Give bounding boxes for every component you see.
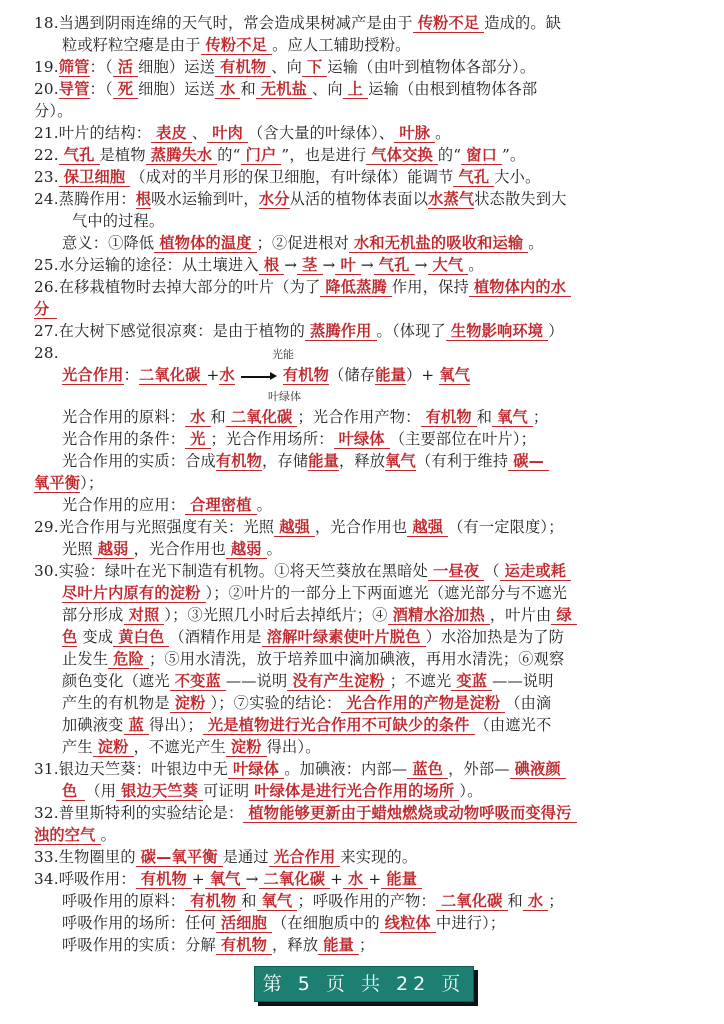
answer-blank: 叶绿体 — [334, 430, 390, 449]
text: 和 — [240, 80, 256, 98]
item-number: 18. — [34, 14, 59, 32]
text: 、 — [191, 124, 208, 142]
answer-blank: 合理密植 — [185, 496, 257, 515]
answer-blank: 越弱 — [226, 540, 267, 559]
text: ）； — [80, 474, 104, 492]
text: 光合作用的应用： — [62, 496, 186, 514]
answer-blank: 无机盐 — [256, 80, 312, 99]
answer-blank: 对照 — [124, 606, 165, 625]
text: 颜色变化（遮光 — [62, 672, 170, 690]
item-30-line-9 — [62, 736, 321, 758]
text: ；呼吸作用的产物： — [297, 892, 436, 910]
text: 光合作用与光照强度有关：光照 — [58, 518, 275, 536]
answer-blank: 氧气 — [439, 366, 471, 384]
item-24-line-1 — [34, 188, 567, 210]
equation-condition-light: 光能 — [272, 348, 294, 361]
item-number: 22. — [34, 146, 59, 164]
answer-blank: 活 — [113, 58, 138, 77]
text: + — [206, 366, 220, 384]
answer-blank: 分 — [34, 300, 57, 319]
text: 光合作用的条件： — [62, 430, 186, 448]
text: ；不遮光 — [389, 672, 452, 690]
answer-blank: 水 — [219, 366, 235, 384]
text: ；⑤用水清洗，放于培养皿中滴加碘液，再用水清洗；⑥观察 — [148, 650, 565, 668]
item-28-row-1 — [62, 406, 548, 428]
item-18-line-2 — [62, 34, 411, 56]
text: 实验：绿叶在光下制造有机物。①将天竺葵放在黑暗处 — [58, 562, 429, 580]
answer-blank: 传粉不足 — [413, 14, 485, 33]
answer-blank: 水 — [343, 870, 368, 889]
answer-blank: 运走或耗 — [500, 562, 572, 581]
answer-blank: 死 — [113, 80, 138, 99]
answer-blank: 碳— — [508, 452, 549, 471]
text: 止发生 — [62, 650, 109, 668]
text: ”。 — [502, 146, 526, 164]
text: 。 — [528, 234, 544, 252]
item-31-line-1 — [34, 758, 566, 780]
answer-blank: 有机物 — [215, 452, 263, 470]
answer-blank: 上 — [343, 80, 368, 99]
item-31-line-2 — [62, 780, 483, 802]
answer-blank: 蓝 — [124, 716, 149, 735]
text: 意义：①降低 — [62, 234, 155, 252]
text: 运输（由叶到植物体各部分）。 — [327, 58, 536, 76]
answer-blank: 淀粉 — [226, 738, 267, 757]
answer-blank: 下 — [302, 58, 327, 77]
text: 呼吸作用的实质：分解 — [62, 936, 216, 954]
item-28-number — [34, 342, 59, 364]
item-number: 29. — [34, 518, 59, 536]
text: 气中的过程。 — [72, 212, 165, 230]
item-34-row-3 — [62, 934, 374, 956]
text: 的“ — [437, 146, 462, 164]
reaction-arrow-icon — [241, 371, 277, 381]
item-33 — [34, 846, 417, 868]
text: （用 — [85, 782, 117, 800]
item-28-row-4 — [62, 494, 272, 516]
text: 光合作用的实质：合成 — [62, 452, 216, 470]
text: 叶片的结构： — [58, 124, 152, 142]
answer-blank: 淀粉 — [170, 694, 211, 713]
answer-blank: 有机物 — [136, 870, 192, 889]
item-number: 24. — [34, 190, 59, 208]
text: （储存 — [329, 366, 376, 384]
answer-blank: 黄白色 — [113, 628, 169, 647]
answer-blank: 尽叶片内原有的淀粉 — [62, 584, 206, 603]
answer-blank: 植物体内的水 — [469, 278, 571, 297]
answer-blank: 不变蓝 — [170, 672, 226, 691]
text: ；②促进根对 — [256, 234, 349, 252]
answer-blank: 越弱 — [93, 540, 134, 559]
answer-blank: 生物影响环境 — [446, 322, 548, 341]
answer-blank: 有机物 — [215, 58, 271, 77]
text: 加碘液变 — [62, 716, 124, 734]
answer-blank: 气孔 — [453, 168, 494, 187]
item-22 — [34, 144, 525, 166]
item-26-line-2 — [34, 298, 57, 320]
text: ；光合作用场所： — [210, 430, 334, 448]
answer-blank: 变蓝 — [451, 672, 492, 691]
item-28-row-3-cont — [34, 472, 103, 494]
text: ）+ — [405, 366, 435, 384]
answer-blank: 碘液颜 — [510, 760, 566, 779]
photosynthesis-equation — [62, 364, 470, 386]
text: （有一定限度）； — [448, 518, 564, 536]
text: ，存储 — [262, 452, 309, 470]
item-30-line-8 — [62, 714, 551, 736]
arrow-icon: → — [414, 256, 428, 274]
answer-blank: 一昼夜 — [428, 562, 484, 581]
text: 当遇到阴雨连绵的天气时，常会造成果树减产是由于 — [58, 14, 413, 32]
text: ： — [123, 366, 139, 384]
item-number: 32. — [34, 804, 59, 822]
arrow-icon: → — [360, 256, 374, 274]
text: 。应人工辅助授粉。 — [272, 36, 411, 54]
answer-blank: 气体交换 — [366, 146, 438, 165]
answer-blank: 水蒸气 — [428, 190, 475, 208]
text: 得出）； — [148, 716, 203, 734]
text: 大小。 — [494, 168, 541, 186]
text: + — [330, 870, 344, 888]
answer-blank: 氧气 — [205, 870, 246, 889]
item-29-line-2 — [62, 538, 282, 560]
text: 蒸腾作用： — [58, 190, 136, 208]
answer-blank: 光合作用 — [62, 366, 124, 384]
text: 。 — [468, 256, 484, 274]
item-27 — [34, 320, 564, 342]
text: + — [191, 870, 205, 888]
text: ；光合作用产物： — [297, 408, 421, 426]
text: ； — [359, 936, 375, 954]
answer-blank: 有机物 — [421, 408, 477, 427]
text: 。 — [435, 124, 451, 142]
text: 的“ — [217, 146, 241, 164]
item-34-row-2 — [62, 912, 505, 934]
item-number: 26. — [34, 278, 59, 296]
answer-blank: 水分 — [258, 190, 290, 208]
answer-blank: 线粒体 — [380, 914, 436, 933]
text: 粒或籽粒空瘪是由于 — [62, 36, 201, 54]
text: 在大树下感觉很凉爽：是由于植物的 — [58, 322, 305, 340]
answer-blank: 叶肉 — [207, 124, 248, 143]
item-34-row-1 — [62, 890, 564, 912]
text: 光合作用的原料： — [62, 408, 186, 426]
item-23 — [34, 166, 540, 188]
text: ，不遮光产生 — [133, 738, 226, 756]
item-30-line-6 — [62, 670, 554, 692]
text: 普里斯特利的实验结论是： — [58, 804, 244, 822]
item-number: 31. — [34, 760, 59, 778]
answer-blank: 水和无机盐的吸收和运输 — [349, 234, 528, 253]
text: ：（ — [89, 80, 113, 98]
text: ，叶片由 — [489, 606, 552, 624]
answer-blank: 能量 — [381, 870, 422, 889]
text: 来实现的。 — [340, 848, 418, 866]
item-19 — [34, 56, 535, 78]
text: ——说明 — [492, 672, 554, 690]
item-number: 21. — [34, 124, 59, 142]
text: 。 — [266, 540, 283, 558]
item-20-line-2 — [34, 100, 73, 122]
text: （在细胞质中的 — [272, 914, 380, 932]
answer-blank: 能量 — [308, 452, 339, 470]
text: ，外部— — [448, 760, 510, 778]
answer-blank: 保卫细胞 — [59, 168, 131, 187]
answer-blank: 氧气 — [385, 452, 416, 470]
text: 产生 — [62, 738, 93, 756]
text: 和 — [476, 408, 493, 426]
text: （主要部位在叶片）； — [389, 430, 537, 448]
item-28-row-3 — [62, 450, 549, 472]
answer-blank: 导管 — [58, 80, 90, 98]
answer-blank: 有机物 — [282, 366, 330, 384]
text: 可证明 — [203, 782, 250, 800]
text: 中进行）； — [435, 914, 506, 932]
answer-blank: 叶绿体 — [228, 760, 284, 779]
answer-blank: 气孔 — [374, 256, 415, 275]
answer-blank: 氧平衡 — [34, 474, 81, 492]
arrow-icon: → — [284, 256, 298, 274]
answer-blank: 溶解叶绿素使叶片脱色 — [262, 628, 426, 647]
text: 分）。 — [34, 102, 73, 120]
answer-blank: 银边天竺葵 — [116, 782, 203, 801]
text: 。（体现了 — [376, 322, 446, 340]
text: 状态散失到大 — [474, 190, 567, 208]
text: 造成的。缺 — [484, 14, 562, 32]
text: 细胞）运送 — [138, 80, 216, 98]
answer-blank: 植物体的温度 — [154, 234, 256, 253]
text: ，释放 — [272, 936, 319, 954]
text: 呼吸作用的原料： — [62, 892, 186, 910]
text: （酒精作用是 — [169, 628, 262, 646]
item-30-line-5 — [62, 648, 564, 670]
answer-blank: 大气 — [428, 256, 469, 275]
answer-blank: 表皮 — [151, 124, 192, 143]
text: ） — [548, 322, 564, 340]
text: ：（ — [89, 58, 113, 76]
text: （含大量的叶绿体）、 — [248, 124, 395, 142]
answer-blank: 叶 — [335, 256, 360, 275]
text: 运输（由根到植物体各部 — [368, 80, 538, 98]
item-20-line-1 — [34, 78, 537, 100]
item-32-line-1 — [34, 802, 577, 824]
text: 是通过 — [222, 848, 269, 866]
answer-blank: 根 — [135, 190, 152, 208]
answer-blank: 越强 — [407, 518, 448, 537]
text: 细胞）运送 — [138, 58, 216, 76]
item-number: 34. — [34, 870, 59, 888]
text: （成对的半月形的保卫细胞，有叶绿体）能调节 — [130, 168, 454, 186]
text: （由滴 — [505, 694, 552, 712]
answer-blank: 色 — [62, 628, 78, 646]
answer-blank: 危险 — [108, 650, 149, 669]
answer-blank: 气孔 — [59, 146, 100, 165]
answer-blank: 根 — [259, 256, 284, 275]
answer-blank: 水 — [523, 892, 548, 911]
answer-blank: 蒸腾作用 — [305, 322, 377, 341]
answer-blank: 水 — [215, 80, 240, 99]
answer-blank: 茎 — [297, 256, 322, 275]
item-number: 19. — [34, 58, 59, 76]
answer-blank: 叶脉 — [394, 124, 435, 143]
text: 。 — [256, 496, 273, 514]
item-number: 33. — [34, 848, 59, 866]
text: （由遮光不 — [474, 716, 552, 734]
text: 呼吸作用的场所：任何 — [62, 914, 216, 932]
answer-blank: 能量 — [375, 366, 406, 384]
item-30-line-1 — [34, 560, 571, 582]
text: ，光合作用也 — [133, 540, 226, 558]
answer-blank: 氧气 — [492, 408, 533, 427]
answer-blank: 没有产生淀粉 — [287, 672, 389, 691]
answer-blank: 越强 — [274, 518, 315, 537]
answer-blank: 水 — [185, 408, 210, 427]
text: ）。 — [459, 782, 483, 800]
item-30-line-7 — [62, 692, 551, 714]
answer-blank: 光合作用 — [269, 848, 341, 867]
answer-blank: 浊的空气 — [34, 826, 101, 845]
text: 银边天竺葵：叶银边中无 — [58, 760, 229, 778]
answer-blank: 淀粉 — [93, 738, 134, 757]
answer-blank: 叶绿体是进行光合作用的场所 — [249, 782, 459, 801]
text: ”，也是进行 — [281, 146, 367, 164]
item-18-line-1 — [34, 12, 561, 34]
text: 呼吸作用： — [58, 870, 136, 888]
text: ）；③光照几小时后去掉纸片；④ — [164, 606, 388, 624]
text: 水分运输的途径：从土壤进入 — [58, 256, 259, 274]
text: ； — [548, 892, 564, 910]
text: 和 — [507, 892, 523, 910]
item-28-row-2 — [62, 428, 536, 450]
item-21 — [34, 122, 451, 144]
item-24-line-3 — [62, 232, 544, 254]
text: 部分形成 — [62, 606, 124, 624]
text: 产生的有机物是 — [62, 694, 170, 712]
answer-blank: 有机物 — [216, 936, 272, 955]
text: ； — [532, 408, 549, 426]
item-25 — [34, 254, 484, 276]
answer-blank: 活细胞 — [216, 914, 272, 933]
answer-blank: 降低蒸腾 — [320, 278, 392, 297]
text: 变成 — [82, 628, 114, 646]
item-number: 27. — [34, 322, 59, 340]
arrow-icon: → — [245, 870, 259, 888]
equation-condition-chloroplast: 叶绿体 — [268, 390, 301, 403]
text: ）；⑦实验的结论： — [210, 694, 342, 712]
text: ）；②叶片的一部分上下两面遮光（遮光部分与不遮光 — [205, 584, 568, 602]
answer-blank: 二氧化碳 — [226, 408, 298, 427]
answer-blank: 碳—氧平衡 — [136, 848, 223, 867]
item-number: 23. — [34, 168, 59, 186]
answer-blank: 蒸腾失水 — [146, 146, 218, 165]
text: 、向 — [312, 80, 343, 98]
answer-blank: 筛管 — [58, 58, 90, 76]
text: ——说明 — [225, 672, 288, 690]
text: 和 — [210, 408, 226, 426]
item-30-line-3 — [62, 604, 577, 626]
answer-blank: 绿 — [551, 606, 576, 625]
text: 和 — [241, 892, 257, 910]
item-number: 20. — [34, 80, 59, 98]
answer-blank: 窗口 — [461, 146, 502, 165]
item-number: 28. — [34, 344, 59, 362]
answer-blank: 传粉不足 — [201, 36, 273, 55]
arrow-icon: → — [322, 256, 336, 274]
answer-blank: 光合作用的产物是淀粉 — [341, 694, 505, 713]
page-indicator: 第 5 页 共 22 页 — [254, 966, 474, 1002]
item-number: 30. — [34, 562, 59, 580]
answer-blank: 氧气 — [257, 892, 298, 911]
answer-blank: 植物能够更新由于蜡烛燃烧或动物呼吸而变得污 — [243, 804, 576, 823]
text: （有利于维持 — [415, 452, 509, 470]
answer-blank: 酒精水浴加热 — [388, 606, 490, 625]
text: ，光合作用也 — [314, 518, 408, 536]
text: 。 — [100, 826, 116, 844]
item-30-line-2 — [62, 582, 567, 604]
item-24-line-2 — [72, 210, 164, 232]
text: （ — [484, 562, 500, 580]
text: 。加碘液：内部— — [284, 760, 408, 778]
answer-blank: 门户 — [241, 146, 282, 165]
text: ，释放 — [339, 452, 386, 470]
item-29-line-1 — [34, 516, 564, 538]
item-34 — [34, 868, 422, 890]
text: 光照 — [62, 540, 93, 558]
text: 得出）。 — [266, 738, 321, 756]
answer-blank: 蓝色 — [407, 760, 448, 779]
answer-blank: 色 — [62, 782, 85, 801]
text: ）水浴加热是为了防 — [425, 628, 565, 646]
answer-blank: 光是植物进行光合作用不可缺少的条件 — [203, 716, 475, 735]
answer-blank: 能量 — [318, 936, 359, 955]
text: 在移栽植物时去掉大部分的叶片（为了 — [58, 278, 321, 296]
text: 、向 — [271, 58, 303, 76]
answer-blank: 二氧化碳 — [436, 892, 508, 911]
text: + — [368, 870, 382, 888]
item-number: 25. — [34, 256, 59, 274]
text: 吸水运输到叶， — [151, 190, 259, 208]
text: 生物圈里的 — [58, 848, 136, 866]
item-32-line-2 — [34, 824, 116, 846]
item-26-line-1 — [34, 276, 571, 298]
answer-blank: 二氧化碳 — [139, 366, 207, 385]
answer-blank: 二氧化碳 — [259, 870, 331, 889]
text: 从活的植物体表面以 — [289, 190, 429, 208]
text: 是植物 — [99, 146, 146, 164]
text: 作用，保持 — [391, 278, 469, 296]
answer-blank: 光 — [185, 430, 210, 449]
answer-blank: 有机物 — [185, 892, 241, 911]
item-30-line-4 — [62, 626, 564, 648]
